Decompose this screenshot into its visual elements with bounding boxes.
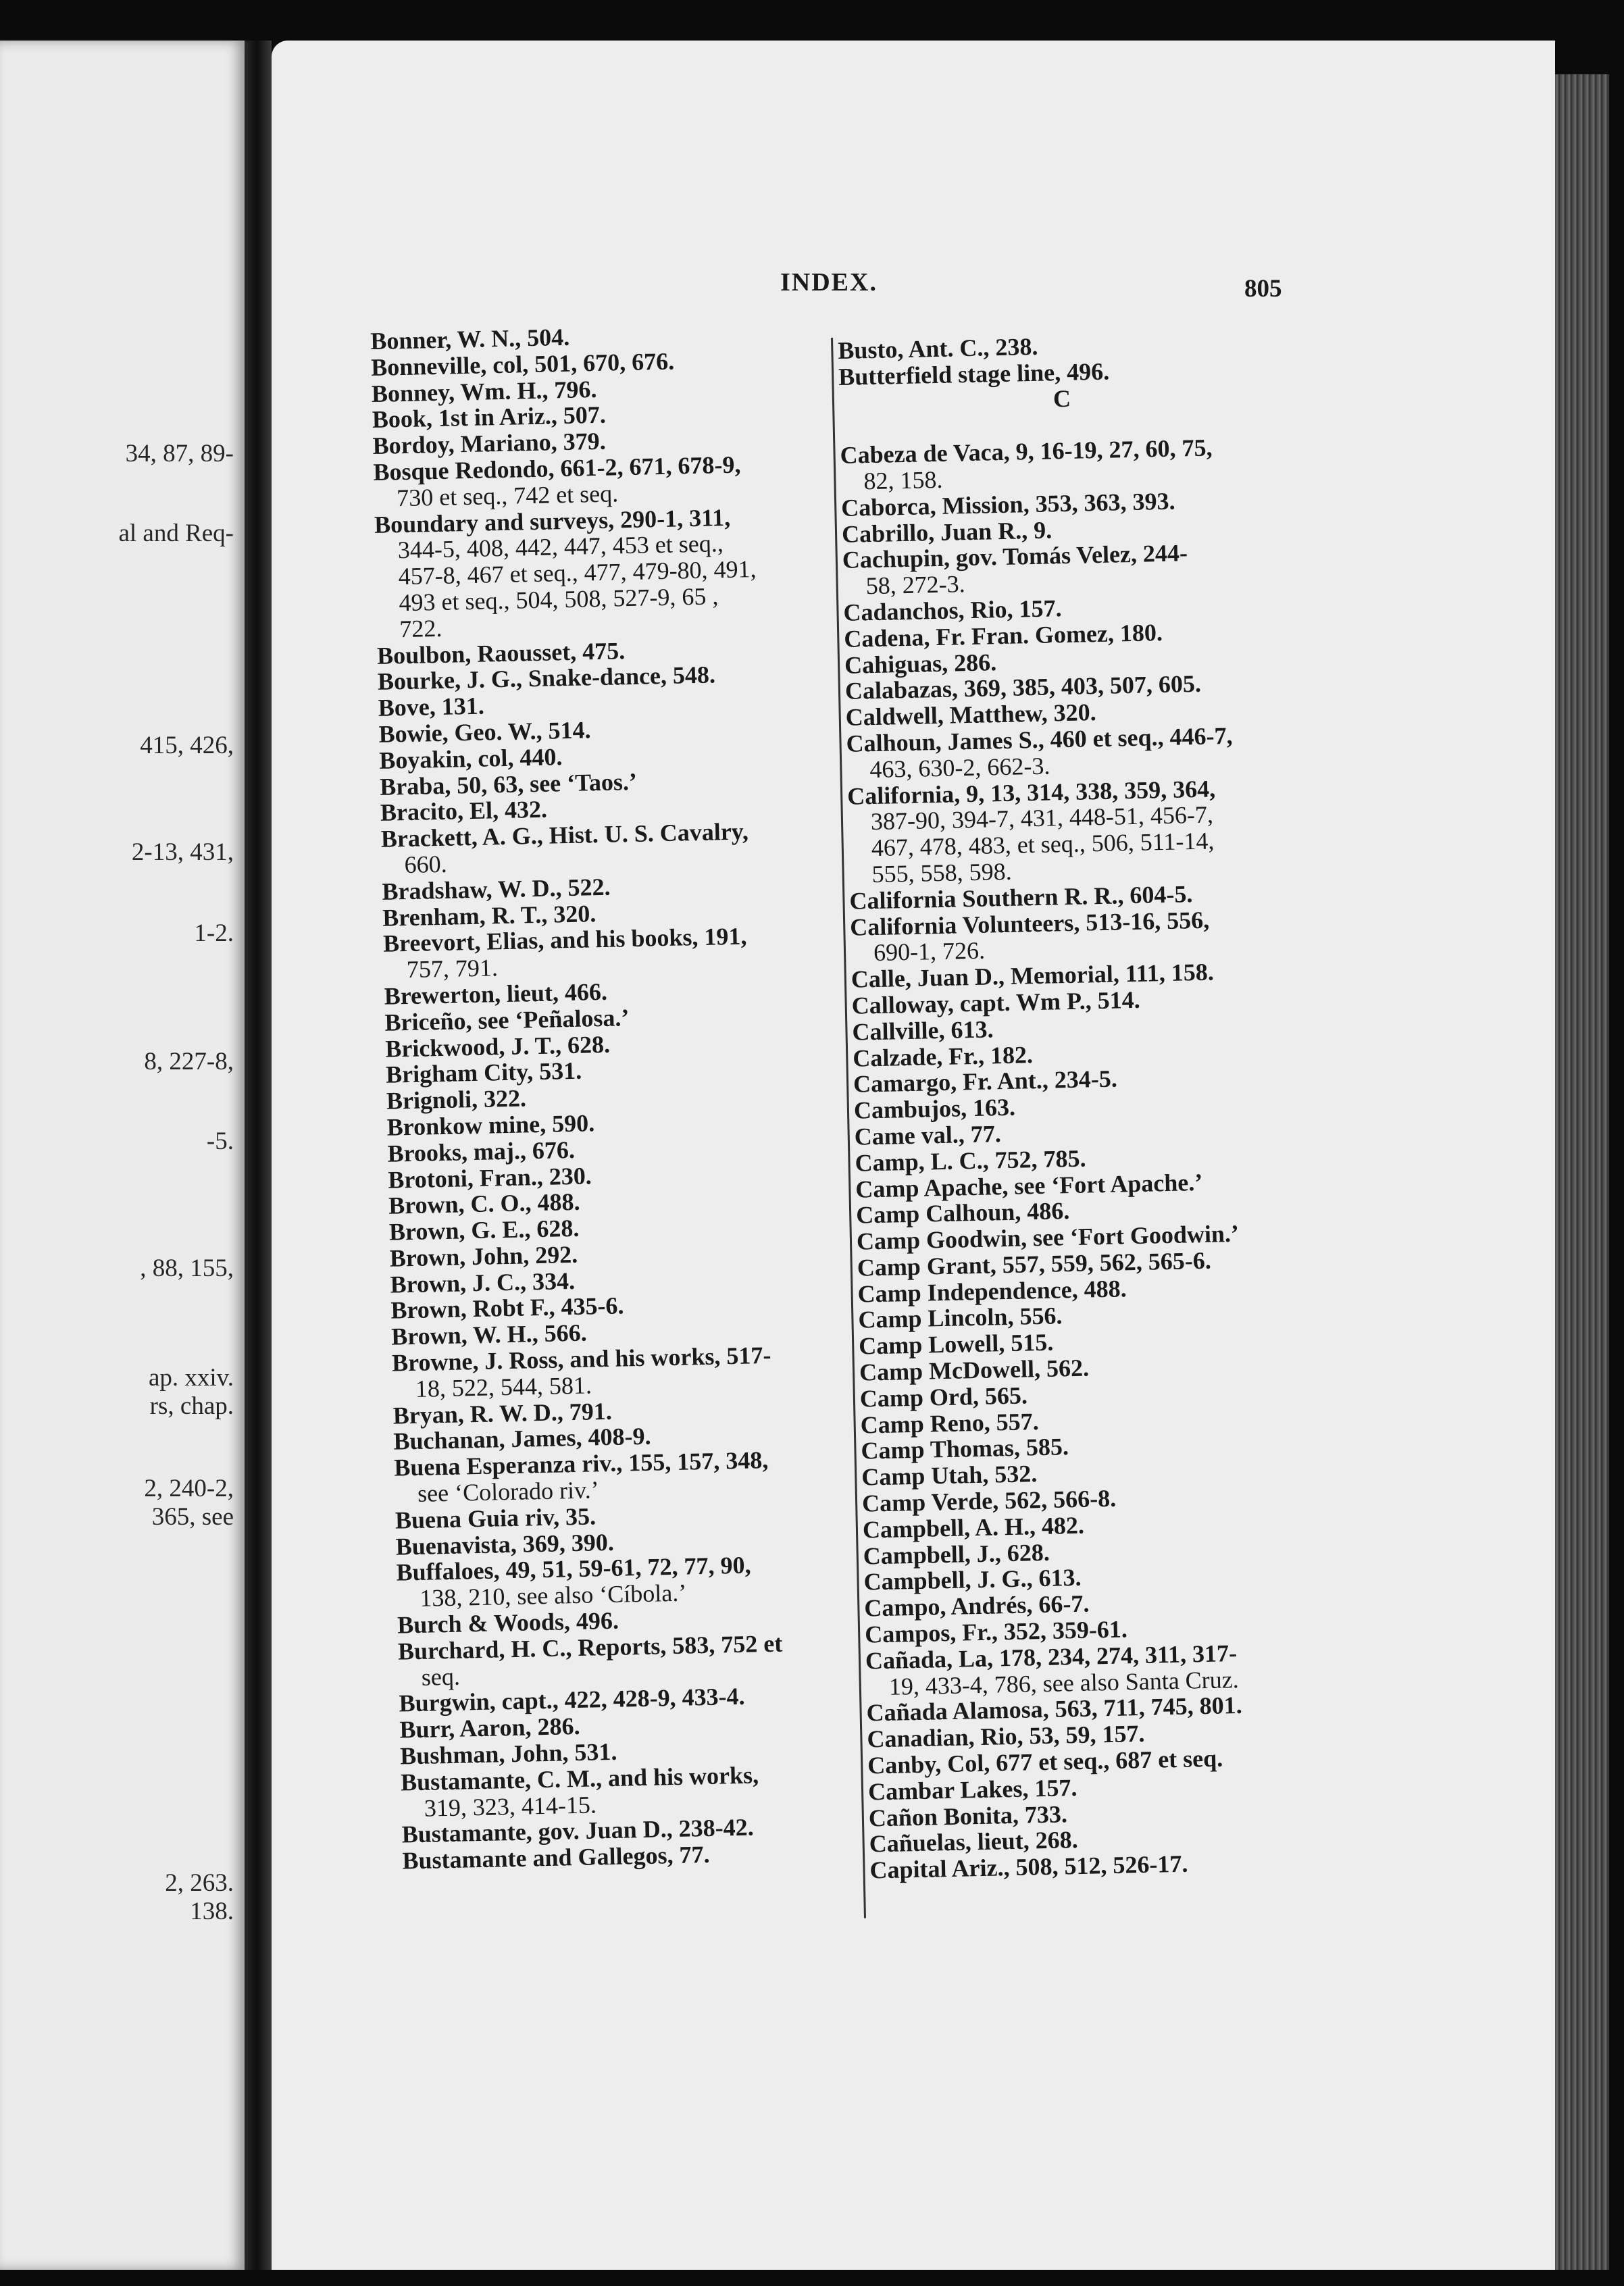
facing-page-line: 2-13, 431, xyxy=(131,838,234,866)
index-entry: Campo, Andrés, 66-7. xyxy=(863,1590,1090,1622)
index-entry: Bronkow mine, 590. xyxy=(386,1109,595,1141)
index-entry: Camp Apache, see ‘Fort Apache.’ xyxy=(855,1168,1203,1203)
index-entry: Capital Ariz., 508, 512, 526-17. xyxy=(869,1850,1188,1884)
facing-page-line: 415, 426, xyxy=(140,732,234,759)
index-entry: Bonner, W. N., 504. xyxy=(370,323,570,355)
index-entry: Cambujos, 163. xyxy=(853,1093,1016,1124)
index-entry: seq. xyxy=(421,1662,461,1691)
index-entry: Calhoun, James S., 460 et seq., 446-7, xyxy=(846,721,1233,757)
section-letter: C xyxy=(1052,384,1071,412)
index-entry: Cañada, La, 178, 234, 274, 311, 317- xyxy=(865,1639,1238,1675)
index-entry: Cañada Alamosa, 563, 711, 745, 801. xyxy=(866,1692,1243,1727)
index-entry: 722. xyxy=(399,614,442,642)
index-entry: 58, 272-3. xyxy=(865,570,966,600)
page-title: INDEX. xyxy=(780,268,878,297)
index-entry: Brown, J. C., 334. xyxy=(390,1267,576,1298)
index-entry: Boundary and surveys, 290-1, 311, xyxy=(374,503,731,538)
index-entry: 730 et seq., 742 et seq. xyxy=(396,480,619,512)
index-entry: California Volunteers, 513-16, 556, xyxy=(849,906,1210,941)
index-entry: Callville, 613. xyxy=(852,1015,994,1046)
index-entry: 660. xyxy=(404,850,448,879)
index-entry: Burch & Woods, 496. xyxy=(397,1606,619,1639)
index-entry: Bradshaw, W. D., 522. xyxy=(382,873,611,905)
index-entry: Brown, C. O., 488. xyxy=(388,1188,580,1220)
index-entry: 467, 478, 483, et seq., 506, 511-14, xyxy=(871,827,1215,862)
index-entry: Briceño, see ‘Peñalosa.’ xyxy=(384,1003,630,1036)
index-entry: 344-5, 408, 442, 447, 453 et seq., xyxy=(397,530,724,564)
index-entry: Boulbon, Raousset, 475. xyxy=(376,636,626,669)
index-entry: Brown, W. H., 566. xyxy=(390,1319,588,1350)
index-entry: Brewerton, lieut, 466. xyxy=(384,977,608,1010)
page-number: 805 xyxy=(1244,275,1282,303)
index-entry: Camp Ord, 565. xyxy=(859,1381,1028,1413)
index-entry: Bustamante, C. M., and his works, xyxy=(400,1761,759,1796)
index-entry: Boyakin, col, 440. xyxy=(378,742,563,774)
index-entry: Calzade, Fr., 182. xyxy=(852,1040,1034,1072)
index-entry: Bryan, R. W. D., 791. xyxy=(392,1397,613,1429)
index-entry: Braba, 50, 63, see ‘Taos.’ xyxy=(379,767,638,801)
index-entry: Camargo, Fr. Ant., 234-5. xyxy=(853,1065,1118,1098)
index-entry: Burr, Aaron, 286. xyxy=(399,1712,580,1744)
index-entry: Came val., 77. xyxy=(854,1120,1002,1150)
index-entry: 18, 522, 544, 581. xyxy=(415,1371,592,1402)
index-entry: Buena Esperanza riv., 155, 157, 348, xyxy=(393,1446,769,1481)
index-entry: Cahiguas, 286. xyxy=(844,648,997,679)
index-entry: Camp Utah, 532. xyxy=(861,1460,1038,1491)
index-entry: Camp Calhoun, 486. xyxy=(855,1197,1070,1229)
index-entry: Calloway, capt. Wm P., 514. xyxy=(851,986,1141,1019)
facing-page xyxy=(0,41,245,2270)
index-entry: 555, 558, 598. xyxy=(871,857,1013,888)
index-entry: Cañuelas, lieut, 268. xyxy=(869,1826,1079,1858)
index-entry: Brown, John, 292. xyxy=(389,1240,578,1272)
index-column-right xyxy=(838,328,1316,1883)
index-entry: 138, 210, see also ‘Cíbola.’ xyxy=(419,1579,687,1612)
index-entry: see ‘Colorado riv.’ xyxy=(417,1476,600,1507)
index-entry: Bracito, El, 432. xyxy=(380,796,548,827)
index-entry: Camp Lowell, 515. xyxy=(858,1328,1054,1360)
facing-page-line: 1-2. xyxy=(194,919,234,947)
index-entry: Bustamante and Gallegos, 77. xyxy=(402,1841,710,1875)
index-entry: Brackett, A. G., Hist. U. S. Cavalry, xyxy=(380,817,749,853)
facing-page-line: al and Req- xyxy=(118,519,234,547)
facing-page-line: 365, see xyxy=(151,1503,234,1531)
index-entry: Bowie, Geo. W., 514. xyxy=(378,716,591,748)
index-entry: Bosque Redondo, 661-2, 671, 678-9, xyxy=(373,451,741,486)
index-entry: 319, 323, 414-15. xyxy=(424,1791,597,1822)
index-entry: Brigham City, 531. xyxy=(385,1057,582,1089)
index-entry: 757, 791. xyxy=(406,954,499,984)
index-entry: Canby, Col, 677 et seq., 687 et seq. xyxy=(867,1744,1223,1779)
index-entry: Cambar Lakes, 157. xyxy=(867,1773,1077,1806)
index-entry: Brooks, maj., 676. xyxy=(387,1136,576,1167)
facing-page-line: -5. xyxy=(206,1127,234,1155)
facing-page-line: 8, 227-8, xyxy=(144,1048,234,1075)
index-entry: Bonneville, col, 501, 670, 676. xyxy=(370,347,675,381)
index-entry: Brignoli, 322. xyxy=(386,1084,527,1115)
index-entry: Campbell, A. H., 482. xyxy=(862,1511,1085,1544)
index-entry: Camp Goodwin, see ‘Fort Goodwin.’ xyxy=(856,1219,1240,1255)
index-entry: Calabazas, 369, 385, 403, 507, 605. xyxy=(844,670,1202,705)
index-entry: Camp Independence, 488. xyxy=(857,1275,1127,1308)
index-entry: Cadena, Fr. Fran. Gomez, 180. xyxy=(843,618,1163,653)
index-entry: Browne, J. Ross, and his works, 517- xyxy=(391,1341,771,1377)
index-entry: Burchard, H. C., Reports, 583, 752 et xyxy=(397,1629,783,1665)
index-entry: Bonney, Wm. H., 796. xyxy=(371,375,597,407)
index-entry: Busto, Ant. C., 238. xyxy=(837,332,1038,364)
index-entry: Camp Reno, 557. xyxy=(860,1407,1040,1439)
index-entry: 493 et seq., 504, 508, 527-9, 65 , xyxy=(399,582,719,617)
index-entry: Camp Verde, 562, 566-8. xyxy=(861,1484,1117,1517)
index-entry: Burgwin, capt., 422, 428-9, 433-4. xyxy=(399,1683,745,1717)
index-entry: Campbell, J., 628. xyxy=(863,1538,1050,1570)
index-entry: Camp Lincoln, 556. xyxy=(858,1302,1063,1334)
index-entry: Camp McDowell, 562. xyxy=(859,1354,1090,1386)
index-entry: Camp, L. C., 752, 785. xyxy=(855,1144,1086,1177)
facing-page-line: rs, chap. xyxy=(149,1392,234,1420)
facing-page-line: ap. xxiv. xyxy=(148,1364,234,1392)
page-edges xyxy=(1555,74,1609,2270)
index-entry: Camp Grant, 557, 559, 562, 565-6. xyxy=(857,1246,1212,1281)
index-entry: Camp Thomas, 585. xyxy=(861,1433,1069,1465)
index-entry: California Southern R. R., 604-5. xyxy=(849,880,1193,915)
facing-page-line: 34, 87, 89- xyxy=(125,440,234,467)
index-entry: Brown, G. E., 628. xyxy=(388,1214,580,1246)
index-entry: Brenham, R. T., 320. xyxy=(382,899,597,932)
index-entry: Cabeza de Vaca, 9, 16-19, 27, 60, 75, xyxy=(840,434,1213,469)
index-entry: Brotoni, Fran., 230. xyxy=(387,1161,592,1194)
index-column-left xyxy=(370,320,832,1875)
index-entry: Brickwood, J. T., 628. xyxy=(384,1030,611,1063)
index-entry: 387-90, 394-7, 431, 448-51, 456-7, xyxy=(870,801,1214,836)
index-entry: Butterfield stage line, 496. xyxy=(838,357,1110,390)
index-entry: 457-8, 467 et seq., 477, 479-80, 491, xyxy=(398,555,757,590)
index-entry: Bustamante, gov. Juan D., 238-42. xyxy=(401,1814,755,1848)
index-entry: Cañon Bonita, 733. xyxy=(868,1800,1068,1832)
index-entry: Bove, 131. xyxy=(378,692,485,722)
index-entry: Caldwell, Matthew, 320. xyxy=(845,698,1097,732)
facing-page-line: , 88, 155, xyxy=(140,1254,234,1282)
index-entry: 82, 158. xyxy=(863,465,943,495)
index-entry: Cachupin, gov. Tomás Velez, 244- xyxy=(842,539,1188,574)
index-entry: Breevort, Elias, and his books, 191, xyxy=(382,922,747,958)
index-entry: Buena Guia riv, 35. xyxy=(395,1502,597,1534)
index-entry: California, 9, 13, 314, 338, 359, 364, xyxy=(846,774,1216,810)
facing-page-line: 138. xyxy=(190,1898,234,1925)
index-entry: Canadian, Rio, 53, 59, 157. xyxy=(867,1720,1145,1753)
index-entry: Book, 1st in Ariz., 507. xyxy=(372,401,607,434)
index-entry: Bushman, John, 531. xyxy=(399,1737,617,1770)
facing-page-line: 2, 263. xyxy=(165,1869,234,1897)
index-entry: Campbell, J. G., 613. xyxy=(863,1564,1082,1596)
index-entry: Buchanan, James, 408-9. xyxy=(393,1423,651,1456)
index-entry: 463, 630-2, 662-3. xyxy=(869,752,1050,783)
index-entry: Cadanchos, Rio, 157. xyxy=(843,594,1062,626)
index-entry: Buffaloes, 49, 51, 59-61, 72, 77, 90, xyxy=(396,1552,751,1587)
index-entry: Cabrillo, Juan R., 9. xyxy=(841,516,1052,548)
index-entry: Bourke, J. G., Snake-dance, 548. xyxy=(377,661,716,696)
index-entry: Bordoy, Mariano, 379. xyxy=(372,427,607,460)
index-entry: Calle, Juan D., Memorial, 111, 158. xyxy=(851,958,1215,993)
index-entry: Campos, Fr., 352, 359-61. xyxy=(864,1615,1128,1648)
index-entry: Caborca, Mission, 353, 363, 393. xyxy=(840,487,1175,522)
index-entry: Buenavista, 369, 390. xyxy=(395,1528,615,1560)
book-gutter xyxy=(245,41,272,2270)
index-entry: 690-1, 726. xyxy=(873,936,986,967)
index-entry: 19, 433-4, 786, see also Santa Cruz. xyxy=(888,1665,1240,1700)
index-entry: Brown, Robt F., 435-6. xyxy=(390,1292,624,1325)
facing-page-line: 2, 240-2, xyxy=(144,1475,234,1502)
